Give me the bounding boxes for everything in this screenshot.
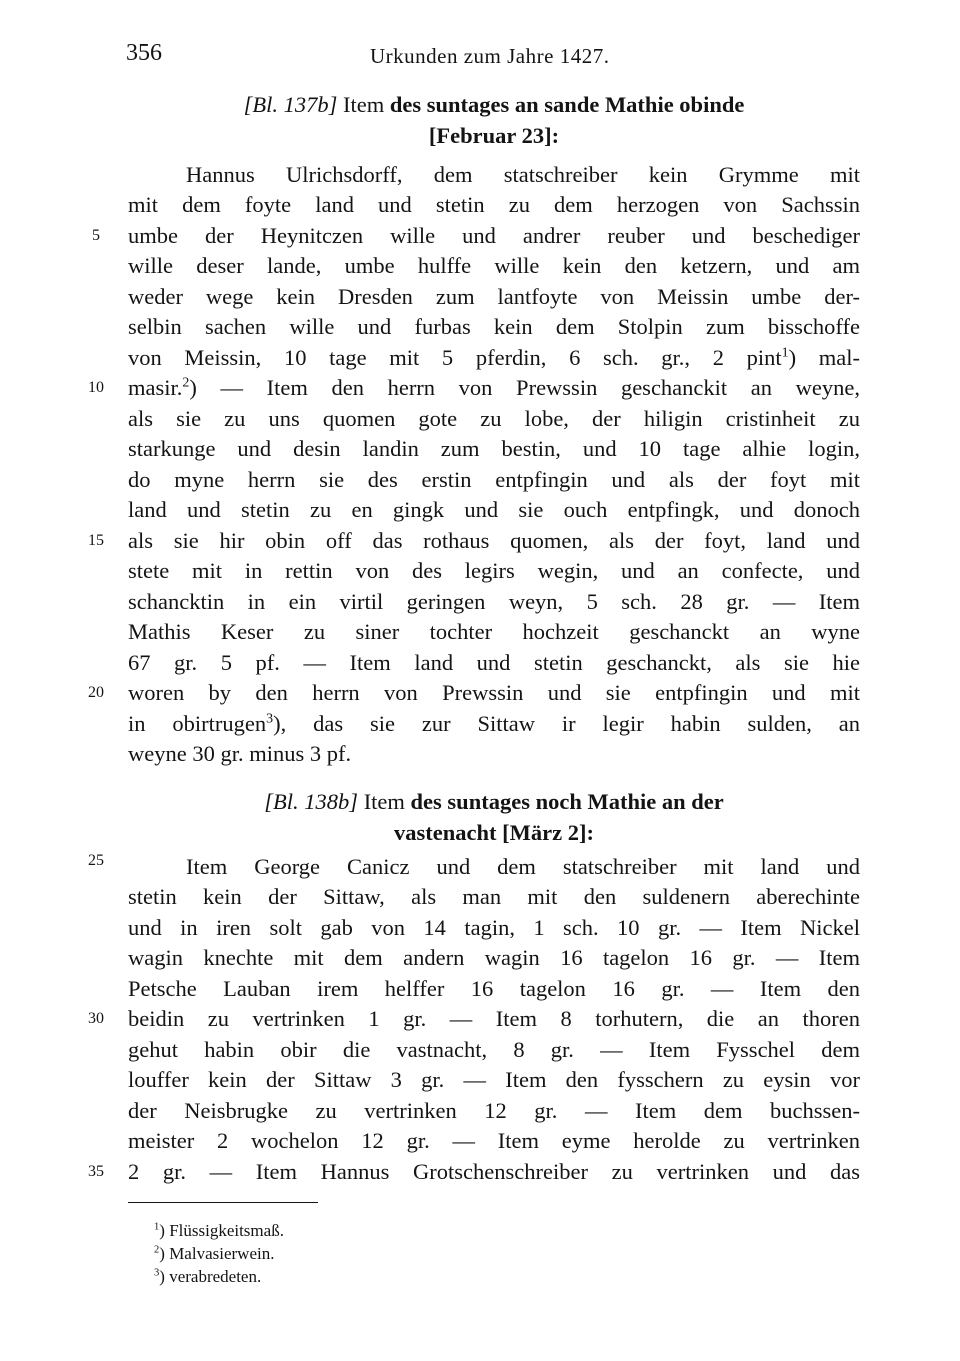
text-line: weyne 30 gr. minus 3 pf. [128, 741, 352, 766]
text-line: 67 gr. 5 pf. — Item land und stetin geschanckt, als sie hie [128, 650, 860, 675]
text-line: do myne herrn sie des erstin entpfingin und als der foyt mit [128, 467, 860, 492]
section1-heading-line1 [128, 90, 860, 120]
page-header [0, 40, 960, 76]
text-segment: ), das sie zur Sittaw ir legir habin sulden, an [273, 711, 861, 736]
text-line: woren by den herrn von Prewssin und sie entpfingin und mit [128, 680, 860, 705]
text-segment: — Item den herrn von Prewssin geschanckit an weyne, [220, 375, 860, 400]
page-number: 356 [126, 40, 162, 66]
text-line: der Neisbrugke zu vertrinken 12 gr. — Item dem buchssen- [128, 1098, 860, 1123]
text-line: Mathis Keser zu siner tochter hochzeit geschanckt an wyne [128, 619, 860, 644]
footnote-mark: 1 [781, 345, 789, 361]
heading-title: des suntages noch Mathie an der [410, 789, 724, 814]
footnote-mark: 1 [154, 1221, 160, 1233]
line-number: 5 [92, 227, 100, 244]
heading-date: [Februar 23]: [428, 123, 560, 148]
footnote-mark: 2 [182, 375, 190, 391]
text-segment: mal- [818, 345, 860, 370]
text-line: als sie hir obin off das rothaus quomen, als der foyt, land und [128, 528, 860, 553]
text-line: Item George Canicz und dem statschreiber mit land und [186, 854, 860, 879]
text-segment: von Meissin, 10 tage mit 5 pferdin, 6 sch. gr., 2 pint [128, 345, 782, 370]
text-line [128, 709, 860, 739]
heading-item: Item [363, 789, 405, 814]
footnote: $^2$) Malvasierwein. [154, 1244, 275, 1263]
footnote: $^1$) Flüssigkeitsmaß. [154, 1221, 284, 1240]
text-line: wagin knechte mit dem andern wagin 16 tagelon 16 gr. — Item [128, 945, 860, 970]
text-line: Hannus Ulrichsdorff, dem statschreiber kein Grymme mit [186, 162, 860, 187]
text-line: weder wege kein Dresden zum lantfoyte von Meissin umbe der- [128, 284, 860, 309]
footnote-mark: 3 [266, 711, 274, 727]
text-line: und in iren solt gab von 14 tagin, 1 sch. 10 gr. — Item Nickel [128, 915, 860, 940]
text-line: land und stetin zu en gingk und sie ouch entpfingk, und donoch [128, 497, 860, 522]
text-line: wille deser lande, umbe hulffe wille kein den ketzern, und am [128, 253, 860, 278]
text-line: stetin kein der Sittaw, als man mit den suldenern aberechinte [128, 884, 860, 909]
heading-title: des suntages an sande Mathie obinde [389, 92, 745, 117]
footnote-mark: 3 [154, 1267, 160, 1279]
heading-item: Item [343, 92, 385, 117]
line-number: 30 [88, 1010, 104, 1027]
footnote-rule [128, 1202, 318, 1203]
footnote-text: verabredeten. [169, 1267, 262, 1286]
text-segment: in obirtrugen [128, 711, 267, 736]
footnote-text: Malvasierwein. [169, 1244, 275, 1263]
text-line: Petsche Lauban irem helffer 16 tagelon 16 gr. — Item den [128, 976, 860, 1001]
running-head: Urkunden zum Jahre 1427. [370, 44, 610, 68]
text-line: als sie zu uns quomen gote zu lobe, der hiligin cristinheit zu [128, 406, 860, 431]
line-number: 35 [88, 1163, 104, 1180]
line-number: 20 [88, 684, 104, 701]
text-line: masir.$^2$) — Item den herrn von Prewssin geschanckit an weyne, [128, 375, 860, 400]
text-line: von Meissin, 10 tage mit 5 pferdin, 6 sch. gr., 2 pint$^1$) mal- [128, 345, 860, 370]
text-line: selbin sachen wille und furbas kein dem Stolpin zum bisschoffe [128, 314, 860, 339]
text-line: 2 gr. — Item Hannus Grotschenschreiber zu vertrinken und das [128, 1159, 860, 1184]
text-line: gehut habin obir die vastnacht, 8 gr. — Item Fysschel dem [128, 1037, 860, 1062]
text-line: schancktin in ein virtil geringen weyn, 5 sch. 28 gr. — Item [128, 589, 860, 614]
line-number: 15 [88, 532, 104, 549]
section1-heading-line2 [128, 121, 860, 151]
section2-heading-line2 [128, 818, 860, 848]
text-segment: masir. [128, 375, 183, 400]
text-line: starkunge und desin landin zum bestin, und 10 tage alhie login, [128, 436, 860, 461]
line-number: 10 [88, 379, 104, 396]
footnote: $^3$) verabredeten. [154, 1267, 262, 1286]
text-line: beidin zu vertrinken 1 gr. — Item 8 torhutern, die an thoren [128, 1006, 860, 1031]
footnote-text: Flüssigkeitsmaß. [169, 1221, 284, 1240]
text-line: louffer kein der Sittaw 3 gr. — Item den fysschern zu eysin vor [128, 1067, 860, 1092]
footnote-mark: 2 [154, 1244, 160, 1256]
folio-reference: [Bl. 138b] [264, 789, 359, 814]
text-line: umbe der Heynitczen wille und andrer reuber und beschediger [128, 223, 860, 248]
section2-heading-line1 [128, 787, 860, 817]
text-line: stete mit in rettin von des legirs wegin, und an confecte, und [128, 558, 860, 583]
text-line: mit dem foyte land und stetin zu dem herzogen von Sachssin [128, 192, 860, 217]
folio-reference: [Bl. 137b] [243, 92, 338, 117]
heading-date: vastenacht [März 2]: [394, 820, 594, 845]
text-line: meister 2 wochelon 12 gr. — Item eyme herolde zu vertrinken [128, 1128, 860, 1153]
line-number: 25 [88, 852, 104, 869]
